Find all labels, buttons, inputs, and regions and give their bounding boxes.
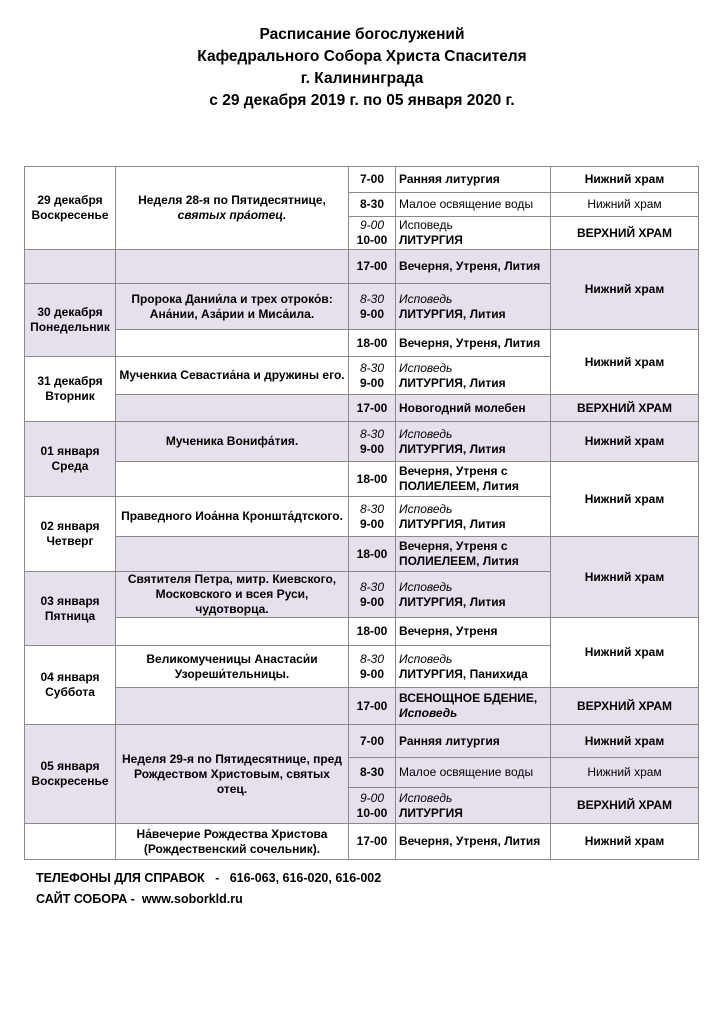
service-place: Нижний храм [551, 167, 699, 193]
service-name: Исповедь [399, 426, 453, 441]
service-time: 18-00 [356, 335, 388, 350]
table-row [25, 167, 699, 193]
service-name: Ранняя литургия [399, 172, 500, 186]
day-cell: 05 января Воскресенье [25, 725, 116, 824]
service-time: 8-30 [359, 501, 385, 516]
service-place: Нижний храм [551, 618, 699, 688]
service-place: Нижний храм [551, 758, 699, 788]
service-name: ЛИТУРГИЯ, Лития [399, 516, 506, 531]
service-name: Вечерня, Утреня, Лития [399, 259, 541, 273]
service-time: 7-00 [359, 733, 385, 748]
service-name: Вечерня, Утреня, Лития [399, 335, 541, 350]
site-line: САЙТ СОБОРА - www.soborkld.ru [36, 892, 243, 906]
service-name: Исповедь [399, 218, 453, 232]
service-name: Исповедь [399, 291, 453, 306]
service-name: Исповедь [399, 360, 453, 375]
service-time: 18-00 [356, 624, 388, 638]
table-row [25, 824, 699, 860]
service-time: 9-00 [359, 306, 385, 321]
service-place: ВЕРХНИЙ ХРАМ [551, 788, 699, 824]
saint-cell: Неделя 28-я по Пятидесятнице, святых пра́отец. [116, 167, 349, 250]
service-time: 9-00 [359, 375, 385, 390]
phones-line: ТЕЛЕФОНЫ ДЛЯ СПРАВОК - 616-063, 616-020, 616-002 [36, 871, 382, 885]
service-name: ЛИТУРГИЯ, Лития [399, 594, 506, 609]
schedule-table [24, 166, 699, 860]
service-time: 9-00 [359, 218, 385, 232]
service-time: 17-00 [356, 698, 388, 713]
saint-cell: Неделя 29-я по Пятидесятнице, пред Рождеством Христовым, святых отец. [116, 725, 349, 824]
service-name: ЛИТУРГИЯ [399, 805, 463, 820]
day-cell: 29 декабря Воскресенье [25, 167, 116, 250]
service-name: Исповедь [399, 790, 453, 805]
service-time: 9-00 [359, 666, 385, 681]
table-row [25, 618, 699, 646]
service-time: 18-00 [356, 546, 388, 561]
table-row [25, 688, 699, 725]
saint-cell: Святителя Петра, митр. Киевского, Московского и всея Руси, чудотворца. [116, 572, 349, 618]
service-place: Нижний храм [551, 422, 699, 462]
day-cell: 31 декабря Вторник [25, 357, 116, 422]
service-name: ЛИТУРГИЯ, Панихида [399, 666, 528, 681]
service-place: ВЕРХНИЙ ХРАМ [551, 688, 699, 725]
saint-cell: Пророка Дании́ла и трех отроко́в: Ана́нии, Аза́рии и Миса́ила. [116, 284, 349, 330]
service-name: ЛИТУРГИЯ, Лития [399, 375, 506, 390]
service-time: 8-30 [359, 651, 385, 666]
service-name: Малое освящение воды [399, 197, 534, 211]
service-time: 8-30 [359, 426, 385, 441]
service-place: Нижний храм [551, 537, 699, 618]
service-place: ВЕРХНИЙ ХРАМ [551, 217, 699, 250]
service-place: Нижний храм [551, 250, 699, 330]
table-row [25, 462, 699, 497]
service-time: 7-00 [359, 172, 385, 186]
day-cell: 02 января Четверг [25, 497, 116, 572]
service-name: ВСЕНОЩНОЕ БДЕНИЕ, [399, 691, 538, 705]
service-name: Вечерня, Утреня, Лития [399, 834, 541, 848]
service-place: Нижний храм [551, 824, 699, 860]
table-row [25, 725, 699, 758]
saint-cell: Мученкиа Севастиа́на и дружины его. [116, 357, 349, 395]
saint-cell: Мученика Вонифа́тия. [116, 422, 349, 462]
service-time: 8-30 [359, 579, 385, 594]
day-cell: 30 декабря Понедельник [25, 284, 116, 357]
service-place: Нижний храм [551, 725, 699, 758]
service-time: 10-00 [356, 805, 388, 820]
footer [36, 868, 381, 910]
title-line-2: Кафедрального Собора Христа Спасителя [197, 48, 527, 65]
service-name: Новогодний молебен [399, 400, 526, 415]
service-name: Вечерня, Утреня [399, 624, 498, 638]
service-name: Исповедь [399, 706, 458, 720]
service-time: 17-00 [356, 834, 388, 848]
service-time: 8-30 [359, 197, 385, 211]
service-time: 9-00 [359, 594, 385, 609]
day-cell: 01 января Среда [25, 422, 116, 497]
service-name: Вечерня, Утреня с ПОЛИЕЛЕЕМ, Лития [399, 464, 519, 493]
table-row [25, 395, 699, 422]
service-name: Вечерня, Утреня с ПОЛИЕЛЕЕМ, Лития [399, 539, 519, 568]
day-cell: 04 января Суббота [25, 646, 116, 725]
service-time: 18-00 [356, 471, 388, 486]
service-time: 8-30 [359, 291, 385, 306]
saint-cell: Великомученицы Анастаси́и Узореши́тельницы. [116, 646, 349, 688]
service-name: Исповедь [399, 501, 453, 516]
service-name: Малое освящение воды [399, 765, 534, 779]
service-time: 17-00 [356, 259, 388, 273]
page-title [0, 24, 724, 112]
service-name: Исповедь [399, 579, 453, 594]
saint-cell: На́вечерие Рождества Христова (Рождественский сочельник). [116, 824, 349, 860]
service-time: 10-00 [356, 233, 388, 247]
service-time: 8-30 [359, 765, 385, 779]
title-line-4: с 29 декабря 2019 г. по 05 января 2020 г. [209, 92, 515, 109]
table-row [25, 330, 699, 357]
service-place: ВЕРХНИЙ ХРАМ [551, 395, 699, 422]
service-name: Исповедь [399, 651, 453, 666]
day-cell: 03 января Пятница [25, 572, 116, 646]
saint-cell: Праведного Иоа́нна Кроншта́дтского. [116, 497, 349, 537]
table-row [25, 537, 699, 572]
service-time: 17-00 [356, 400, 388, 415]
service-time: 9-00 [359, 516, 385, 531]
service-name: ЛИТУРГИЯ, Лития [399, 306, 506, 321]
service-time: 9-00 [359, 441, 385, 456]
service-time: 8-30 [359, 360, 385, 375]
service-time: 9-00 [359, 790, 385, 805]
service-place: Нижний храм [551, 193, 699, 217]
title-line-3: г. Калининграда [300, 70, 424, 87]
service-place: Нижний храм [551, 330, 699, 395]
service-name: ЛИТУРГИЯ, Лития [399, 441, 506, 456]
service-place: Нижний храм [551, 462, 699, 537]
service-name: Ранняя литургия [399, 733, 500, 748]
table-row [25, 422, 699, 462]
title-line-1: Расписание богослужений [259, 26, 465, 43]
service-name: ЛИТУРГИЯ [399, 233, 463, 247]
table-row [25, 250, 699, 284]
